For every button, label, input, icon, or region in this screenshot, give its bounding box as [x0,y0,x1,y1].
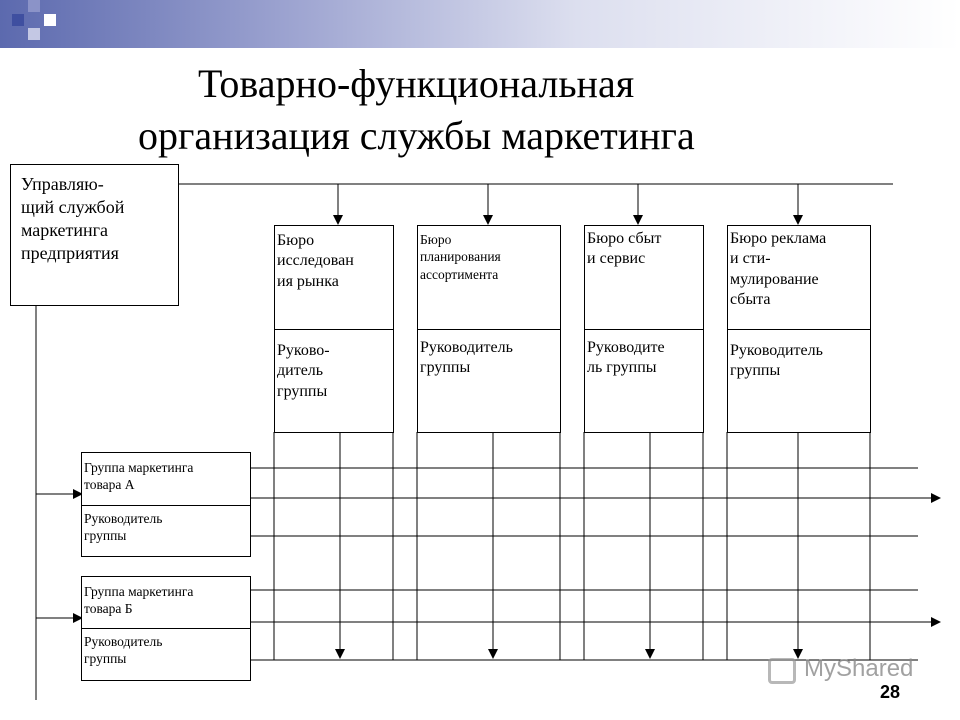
bureau-3-lead: Руководите ль группы [587,339,665,377]
manager-box [10,164,179,306]
bureau-1-box [274,225,394,433]
bureau-1-name: Бюро исследован ия рынка [277,232,354,290]
manager-label: Управляю- щий службой маркетинга предприятия [21,174,125,264]
watermark-icon [768,658,796,684]
watermark-text: MyShared [804,655,914,682]
slide-title-line2: организация службы маркетинга [138,113,695,158]
bureau-2-lead: Руководитель группы [420,339,513,377]
bureau-3-box [584,225,704,433]
bureau-2-box [417,225,561,433]
group-b-lead: Руководитель группы [84,634,163,667]
group-b-name: Группа маркетинга товара Б [84,584,194,617]
bureau-3-name: Бюро сбыт и сервис [587,230,662,268]
bureau-4-lead: Руководитель группы [730,342,823,380]
bureau-2-name: Бюро планирования ассортимента [420,232,501,282]
group-a-name: Группа маркетинга товара А [84,460,194,493]
slide-title-line1: Товарно-функциональная [198,61,635,106]
group-b-box [81,576,251,681]
page-number: 28 [880,682,901,702]
bureau-4-name: Бюро реклама и сти- мулирование сбыта [730,230,827,309]
group-a-lead: Руководитель группы [84,511,163,544]
bureau-4-box [727,225,871,433]
bureau-1-lead: Руково- дитель группы [277,342,330,400]
group-a-box [81,452,251,557]
